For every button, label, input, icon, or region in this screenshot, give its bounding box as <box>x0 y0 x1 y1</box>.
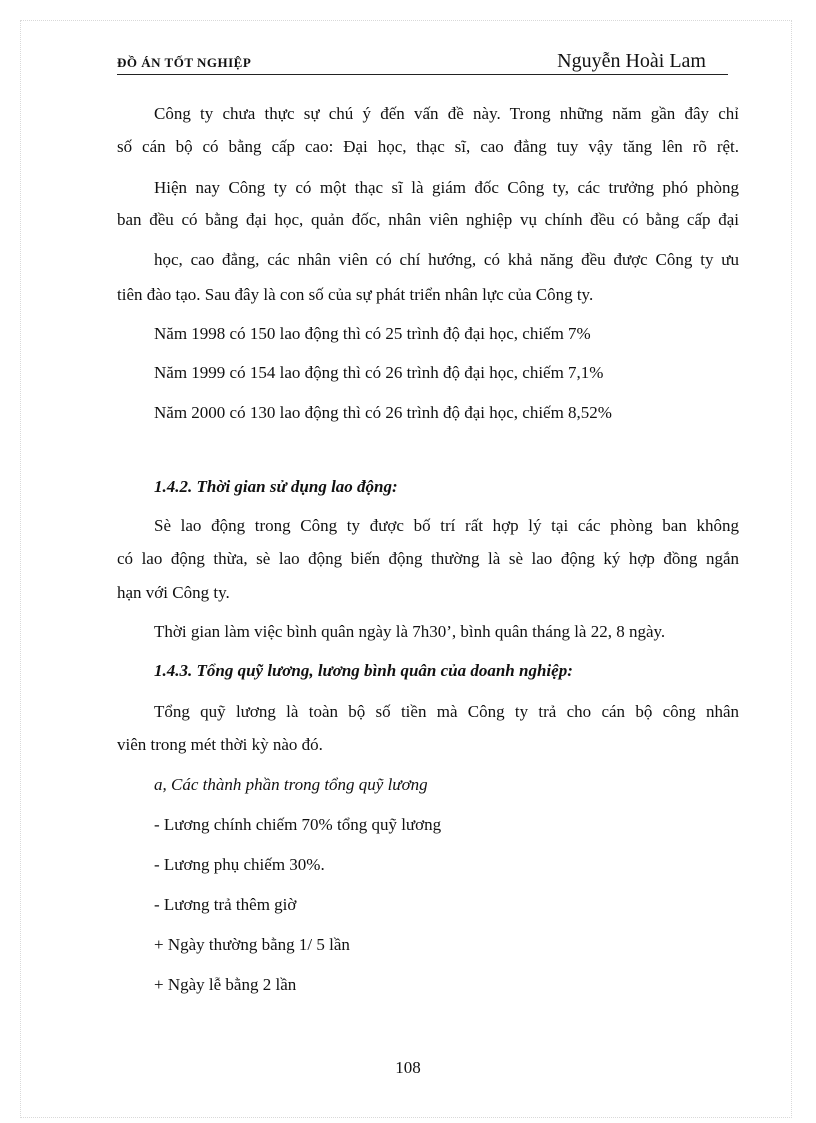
paragraph-line: có lao động thừa, sè lao động biến động thường là sè lao động ký hợp đồng ngắn <box>117 549 739 568</box>
paragraph-line: Hiện nay Công ty có một thạc sĩ là giám đốc Công ty, các trưởng phó phòng <box>154 178 739 197</box>
list-item: - Lương trả thêm giờ <box>154 895 297 914</box>
list-item: + Ngày lễ bằng 2 lần <box>154 975 297 994</box>
paragraph-line: Sè lao động trong Công ty được bố trí rất hợp lý tại các phòng ban không <box>154 516 739 535</box>
paragraph-line: Công ty chưa thực sự chú ý đến vấn đề này. Trong những năm gần đây chỉ <box>154 104 739 123</box>
page-header <box>117 42 728 75</box>
paragraph-line: học, cao đẳng, các nhân viên có chí hướng, có khả năng đều được Công ty ưu <box>154 250 739 269</box>
paragraph-line: số cán bộ có bằng cấp cao: Đại học, thạc sĩ, cao đẳng tuy vậy tăng lên rõ rệt. <box>117 137 739 156</box>
list-item: + Ngày thường bằng 1/ 5 lần <box>154 935 350 954</box>
paragraph-line: Tổng quỹ lương là toàn bộ số tiền mà Công ty trả cho cán bộ công nhân <box>154 702 739 721</box>
section-heading: 1.4.2. Thời gian sử dụng lao động: <box>154 477 398 496</box>
statistic-line: Năm 2000 có 130 lao động thì có 26 trình độ đại học, chiếm 8,52% <box>154 403 612 422</box>
statistic-line: Năm 1999 có 154 lao động thì có 26 trình độ đại học, chiếm 7,1% <box>154 363 604 382</box>
paragraph-line: tiên đào tạo. Sau đây là con số của sự phát triển nhân lực của Công ty. <box>117 285 594 304</box>
page-number: 108 <box>395 1058 421 1077</box>
statistic-line: Năm 1998 có 150 lao động thì có 25 trình độ đại học, chiếm 7% <box>154 324 591 343</box>
paragraph-line: hạn với Công ty. <box>117 583 230 602</box>
section-heading: 1.4.3. Tổng quỹ lương, lương bình quân của doanh nghiệp: <box>154 661 573 680</box>
paragraph-line: Thời gian làm việc bình quân ngày là 7h30’, bình quân tháng là 22, 8 ngày. <box>154 622 666 641</box>
paragraph-line: viên trong mét thời kỳ nào đó. <box>117 735 323 754</box>
list-item: - Lương phụ chiếm 30%. <box>154 855 325 874</box>
header-author-name: Nguyễn Hoài Lam <box>557 50 706 72</box>
list-item: - Lương chính chiếm 70% tổng quỹ lương <box>154 815 442 834</box>
paragraph-line: ban đều có bằng đại học, quản đốc, nhân viên nghiệp vụ chính đều có bằng cấp đại <box>117 210 739 229</box>
header-document-type: ĐỒ ÁN TỐT NGHIỆP <box>117 55 252 70</box>
subsection-title: a, Các thành phần trong tổng quỹ lương <box>154 775 428 794</box>
